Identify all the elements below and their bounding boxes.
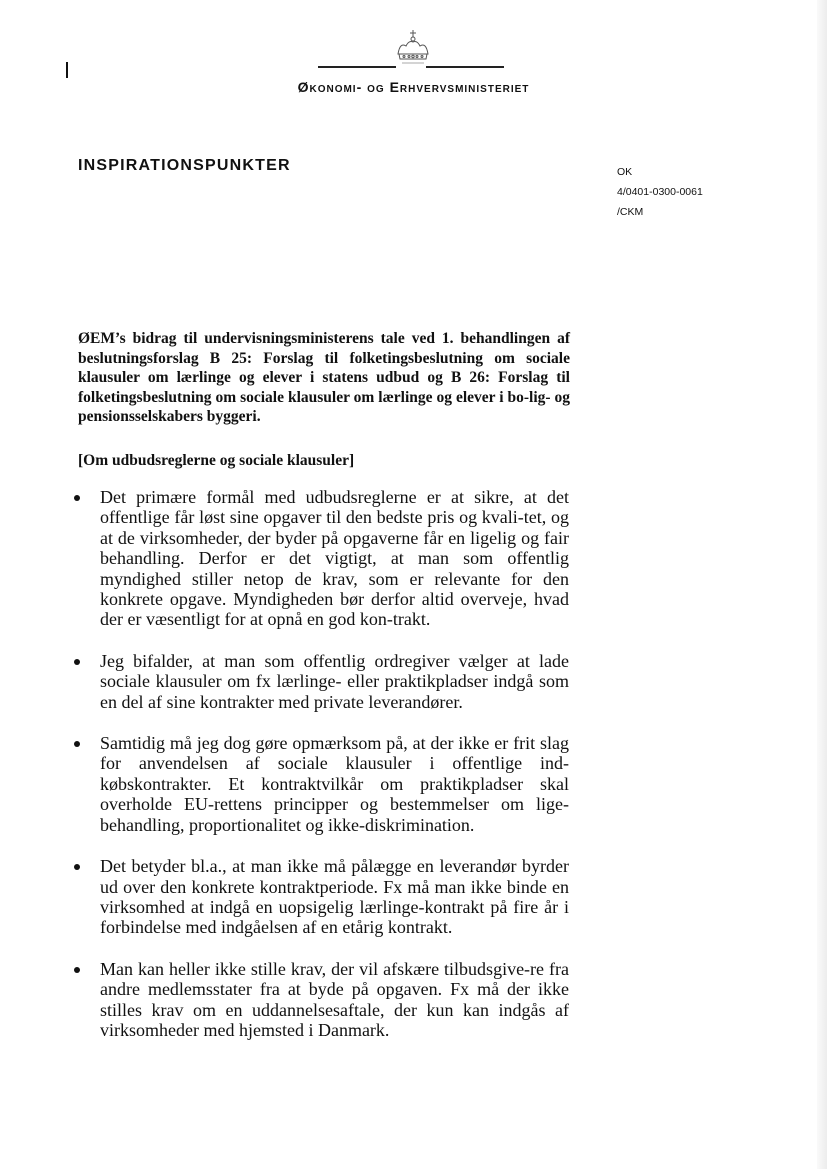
bullet-icon [74,864,80,870]
bullet-item [74,651,569,712]
bullet-text: Samtidig må jeg dog gøre opmærksom på, at der ikke er frit slag for anvendelsen af sociale klausuler i offentlige ind-købskontrakter. Et kontraktvilkår om praktikpladser skal overholde EU-rettens principper og bestemmelser om lige-behandling, proportionalitet og ikke-diskrimination. [100,733,569,835]
bullet-icon [74,741,80,747]
ministry-name: Økonomi- og Erhvervsministeriet [297,79,530,95]
margin-mark [66,62,68,78]
bullet-item [74,856,569,938]
bullet-text: Man kan heller ikke stille krav, der vil afskære tilbudsgive-re fra andre medlemsstater fra at byde på opgaven. Fx må der ikke stilles krav om en uddannelsesaftale, der kun kan indgås af virksomheder med hjemsted i Danmark. [100,958,569,1040]
bullet-item [74,487,569,630]
bullet-list [74,487,569,1061]
bullet-icon [74,967,80,973]
reference-line: 4/0401-0300-0061 [617,186,703,198]
bullet-text: Det primære formål med udbudsreglerne er at sikre, at det offentlige får løst sine opgaver til den bedste pris og kvali-tet, og at de virksomheder, der byder på opgaverne får en ligelig og fair behandling. Derfor er det vigtigt, at man som offentlig myndighed stiller netop de krav, som er relevante for den konkrete opgave. Myndigheden bør derfor altid overveje, hvad der er væsentligt for at opnå en god kon-trakt. [100,487,569,630]
reference-line: OK [617,166,633,178]
crown-icon [388,28,438,68]
bullet-text: Jeg bifalder, at man som offentlig ordregiver vælger at lade sociale klausuler om fx lærlinge- eller praktikpladser indgå som en del af sine kontrakter med private leverandører. [100,650,569,712]
page-edge-shadow [817,0,827,1169]
intro-paragraph: ØEM’s bidrag til undervisningsministerens tale ved 1. behandlingen af beslutningsforslag B 25: Forslag til folketingsbeslutning om sociale klausuler om lærlinge og elever i statens udbud og B 26: Forslag til folketingsbeslutning om sociale klausuler om lærlinge og elever i bo-lig- og pensionsselskabers byggeri. [78,330,570,425]
section-heading: [Om udbudsreglerne og sociale klausuler] [78,452,355,469]
bullet-icon [74,659,80,665]
bullet-item [74,959,569,1041]
document-heading: INSPIRATIONSPUNKTER [78,157,291,174]
header-rule-right [426,66,504,68]
bullet-item [74,733,569,835]
reference-line: /CKM [617,206,644,218]
bullet-icon [74,495,80,501]
header-rule-left [318,66,396,68]
reference-block [617,162,703,222]
bullet-text: Det betyder bl.a., at man ikke må pålægge en leverandør byrder ud over den konkrete kontraktperiode. Fx må man ikke binde en virksomhed at indgå en uopsigelig lærlinge-kontrakt på fire år i forbindelse med indgåelsen af en etårig kontrakt. [100,856,569,938]
